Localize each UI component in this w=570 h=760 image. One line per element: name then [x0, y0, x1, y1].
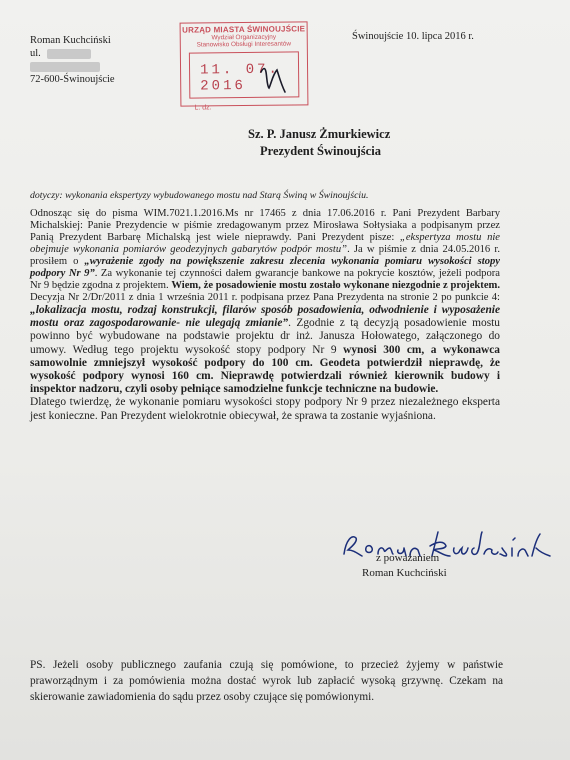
sender-street-prefix: ul. [30, 48, 41, 59]
recipient-title: Prezydent Świnoujścia [260, 144, 381, 158]
stamp-initials-mark [255, 58, 295, 98]
sender-postal-city: 72-600-Świnoujście [30, 74, 115, 85]
place-date: Świnoujście 10. lipca 2016 r. [352, 31, 474, 42]
body-text: Decyzja Nr 2/Dr/2011 z dnia 1 września 2011 r. podpisana przez Pana Prezydenta na stronie 2 po punkcie 4: [30, 292, 500, 303]
body-text: Odnosząc się do pisma WIM.7021.1.2016.Ms nr 17465 z dnia 17.06.2016 r. Pani Prezydent Barbary Michalskiej: Panie Prezydencie w piśmie zredagowanym przez Mirosława Sołtysiaka a podpisanym przez Panią Prezydent Barbarę Michalską jest wiele nieprawdy. Pani Prezydent pisze: [30, 208, 500, 243]
sender-street [30, 47, 115, 60]
subject-line: dotyczy: wykonania ekspertyzy wybudowanego mostu nad Starą Świną w Świnoujściu. [30, 190, 369, 201]
quote-request: „wyrażenie zgody na powiększenie zakresu zlecenia wykonania pomiaru wysokości stopy podpory Nr 9” [30, 256, 500, 279]
stamp-ldz: L. dz. [194, 104, 212, 112]
body-paragraph-final: Dlatego twierdzę, że wykonanie pomiaru wysokości stopy podpory Nr 9 przez niezależnego eksperta jest konieczne. Pan Prezydent wielokrotnie obiecywał, że sprawa ta zostanie wyjaśniona. [30, 396, 500, 422]
stamp-desk: Stanowisko Obsługi Interesantów [196, 40, 292, 49]
closing-phrase: z poważaniem [376, 552, 440, 564]
statement-bold-2: wynosi 300 cm, a wykonawca samowolnie zmniejszył wysokość podpory do 100 cm. Geodeta potwierdził nieprawdę, że wysokość podpory wynosi 160 cm. Nieprawdę potwierdzali również kierownik budowy i inspektor nadzoru, czyli osoby pełniące samodzielne funkcje techniczne na budowie. [30, 343, 500, 396]
handwritten-signature [340, 526, 555, 564]
letter-body [30, 208, 500, 423]
body-text: . Zgodnie z tą decyzją posadowienie mostu powinno być wybudowane na podstawie projektu dr inż. Janusza Hołowatego, załączonego do umowy. Według tego projektu wysokość stopy podpory Nr 9 [30, 317, 500, 356]
sender-address [30, 34, 115, 86]
sender-name: Roman Kuchciński [30, 35, 111, 46]
quote-expertise: „ekspertyza mostu nie obejmuje wykonania pomiarów geodezyjnych gabarytów podpór mostu” [30, 232, 501, 255]
stamp-date: 11. 07. 2016 [199, 61, 280, 95]
redacted-line [30, 62, 100, 72]
recipient-block [248, 126, 390, 160]
body-text: . Ja w piśmie z dnia 24.05.2016 r. prosiłem o [30, 244, 500, 267]
redacted-street [47, 49, 91, 59]
body-paragraph [30, 208, 500, 396]
quote-decision: „lokalizacja mostu, rodzaj konstrukcji, filarów sposób posadowienia, odwodnienie i wyposażenie mostu oraz zagospodarowanie- nie ulegają zmianie” [30, 304, 500, 330]
postscript: PS. Jeżeli osoby publicznego zaufania czują się pomówione, to przecież żyjemy w państwie praworządnym i za pomówienia można dostać wyrok lub zapłacić wysoką grzywnę. Czekam na skierowanie zawiadomienia do sądu przez osoby czujące się pomówionymi. [30, 659, 503, 703]
statement-bold: Wiem, że posadowienie mostu zostało wykonane niezgodnie z projektem. [171, 280, 500, 291]
stamp-department: Wydział Organizacyjny [211, 33, 277, 42]
body-text: . Za wykonanie tej czynności dałem gwarancje bankowe na pokrycie kosztów, jeżeli podpora Nr 9 będzie zgodna z projektem. [30, 268, 500, 291]
signature-name: Roman Kuchciński [362, 567, 447, 579]
recipient-name: Sz. P. Janusz Żmurkiewicz [248, 127, 391, 141]
stamp-office: URZĄD MIASTA ŚWINOUJŚCIE [182, 24, 306, 35]
